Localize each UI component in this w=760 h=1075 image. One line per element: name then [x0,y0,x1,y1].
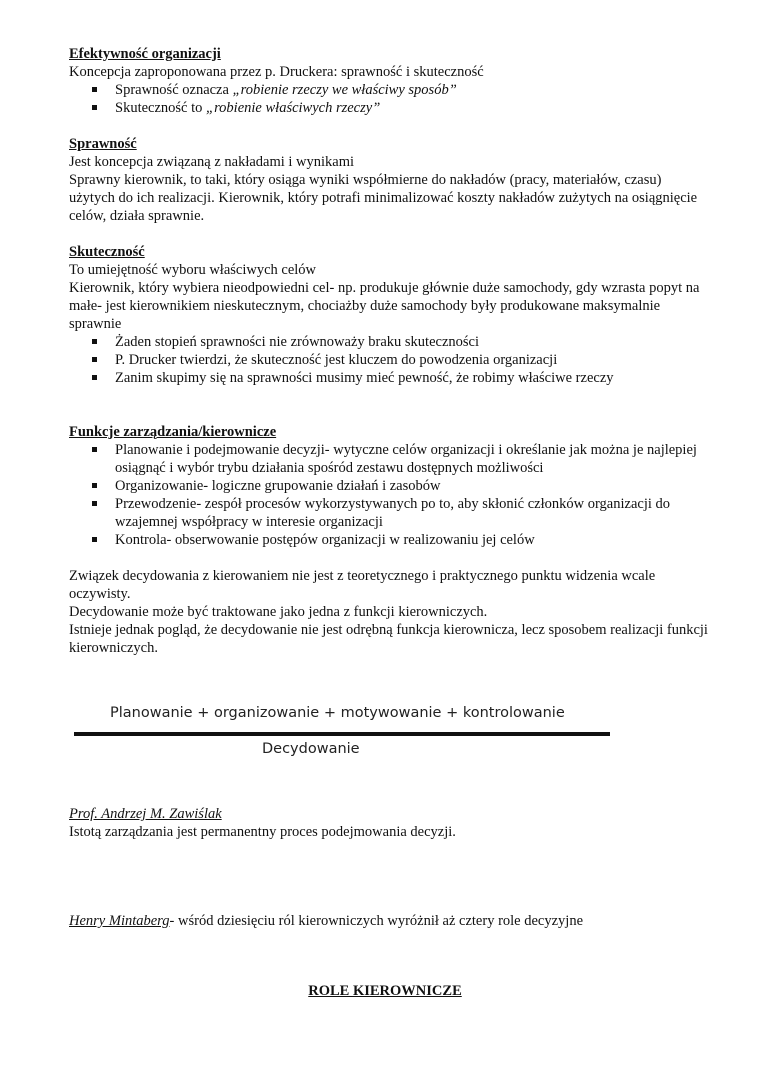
list-item: Żaden stopień sprawności nie zrównoważy braku skuteczności [115,333,709,351]
list-item: Przewodzenie- zespół procesów wykorzystywanych po to, aby skłonić członków organizacji do wzajemnej współpracy w interesie organizacji [115,495,709,531]
bullet-italic: „robienie właściwych rzeczy” [206,100,381,116]
mintaberg-text: - wśród dziesięciu ról kierowniczych wyróżnił aż cztery role decyzyjne [169,913,584,929]
sprawnosc-paragraph: Sprawny kierownik, to taki, który osiąga wyniki współmierne do nakładów (pracy, materiałów, czasu) użytych do ich realizacji. Kierownik, który potrafi minimalizować koszty nakładów zużytych na osiągnięcie celów, działa sprawnie. [69,172,698,224]
funkcje-list [69,441,709,549]
document-body [69,45,709,657]
author-mintaberg: Henry Mintaberg [69,913,170,929]
list-item: Kontrola- obserwowanie postępów organizacji w realizowaniu jej celów [115,531,709,549]
skutecznosc-paragraph: Kierownik, który wybiera nieodpowiedni cel- np. produkuje głównie duże samochody, gdy wzrasta popyt na małe- jest kierownikiem nieskutecznym, chociażby duże samochody były produkowane maksymalnie sprawnie [69,280,700,332]
fraction-bar [74,732,610,736]
list-item: Organizowanie- logiczne grupowanie działań i zasobów [115,477,709,495]
mintaberg-block [69,912,709,930]
roles-heading: ROLE KIEROWNICZE [308,983,462,999]
zawislak-block [69,805,709,841]
author-zawislak: Prof. Andrzej M. Zawiślak [69,806,222,822]
formula-denominator: Decydowanie [262,741,360,757]
list-item: P. Drucker twierdzi, że skuteczność jest kluczem do powodzenia organizacji [115,351,709,369]
heading-funkcje: Funkcje zarządzania/kierownicze [69,424,277,440]
skutecznosc-list [69,333,709,387]
zwiazek-paragraph-2: Decydowanie może być traktowane jako jedna z funkcji kierowniczych. [69,604,488,620]
bullet-italic: „robienie rzeczy we właściwy sposób” [232,82,457,98]
list-item: Zanim skupimy się na sprawności musimy mieć pewność, że robimy właściwe rzeczy [115,369,709,387]
efektywnosc-text: Koncepcja zaproponowana przez p. Druckera: sprawność i skuteczność [69,64,484,80]
skutecznosc-line: To umiejętność wyboru właściwych celów [69,262,317,278]
list-item [115,99,709,117]
zwiazek-paragraph: Związek decydowania z kierowaniem nie jest z teoretycznego i praktycznego punktu widzenia wcale oczywisty. [69,568,656,602]
bullet-text: Skuteczność to [115,100,207,116]
list-item: Planowanie i podejmowanie decyzji- wytyczne celów organizacji i określanie jak można je najlepiej osiągnąć i wybór trybu działania spośród zestawu dostępnych możliwości [115,441,709,477]
sprawnosc-line: Jest koncepcja związaną z nakładami i wynikami [69,154,355,170]
zawislak-text: Istotą zarządzania jest permanentny proces podejmowania decyzji. [69,824,456,840]
formula-numerator: Planowanie + organizowanie + motywowanie + kontrolowanie [110,705,565,721]
bullet-text: Sprawność oznacza [115,82,233,98]
list-item [115,81,709,99]
zwiazek-paragraph-3: Istnieje jednak pogląd, że decydowanie nie jest odrębną funkcja kierownicza, lecz sposobem realizacji funkcji kierowniczych. [69,622,708,656]
heading-efektywnosc: Efektywność organizacji [69,46,221,62]
heading-sprawnosc: Sprawność [69,136,137,152]
heading-skutecznosc: Skuteczność [69,244,145,260]
efektywnosc-list [69,81,709,117]
